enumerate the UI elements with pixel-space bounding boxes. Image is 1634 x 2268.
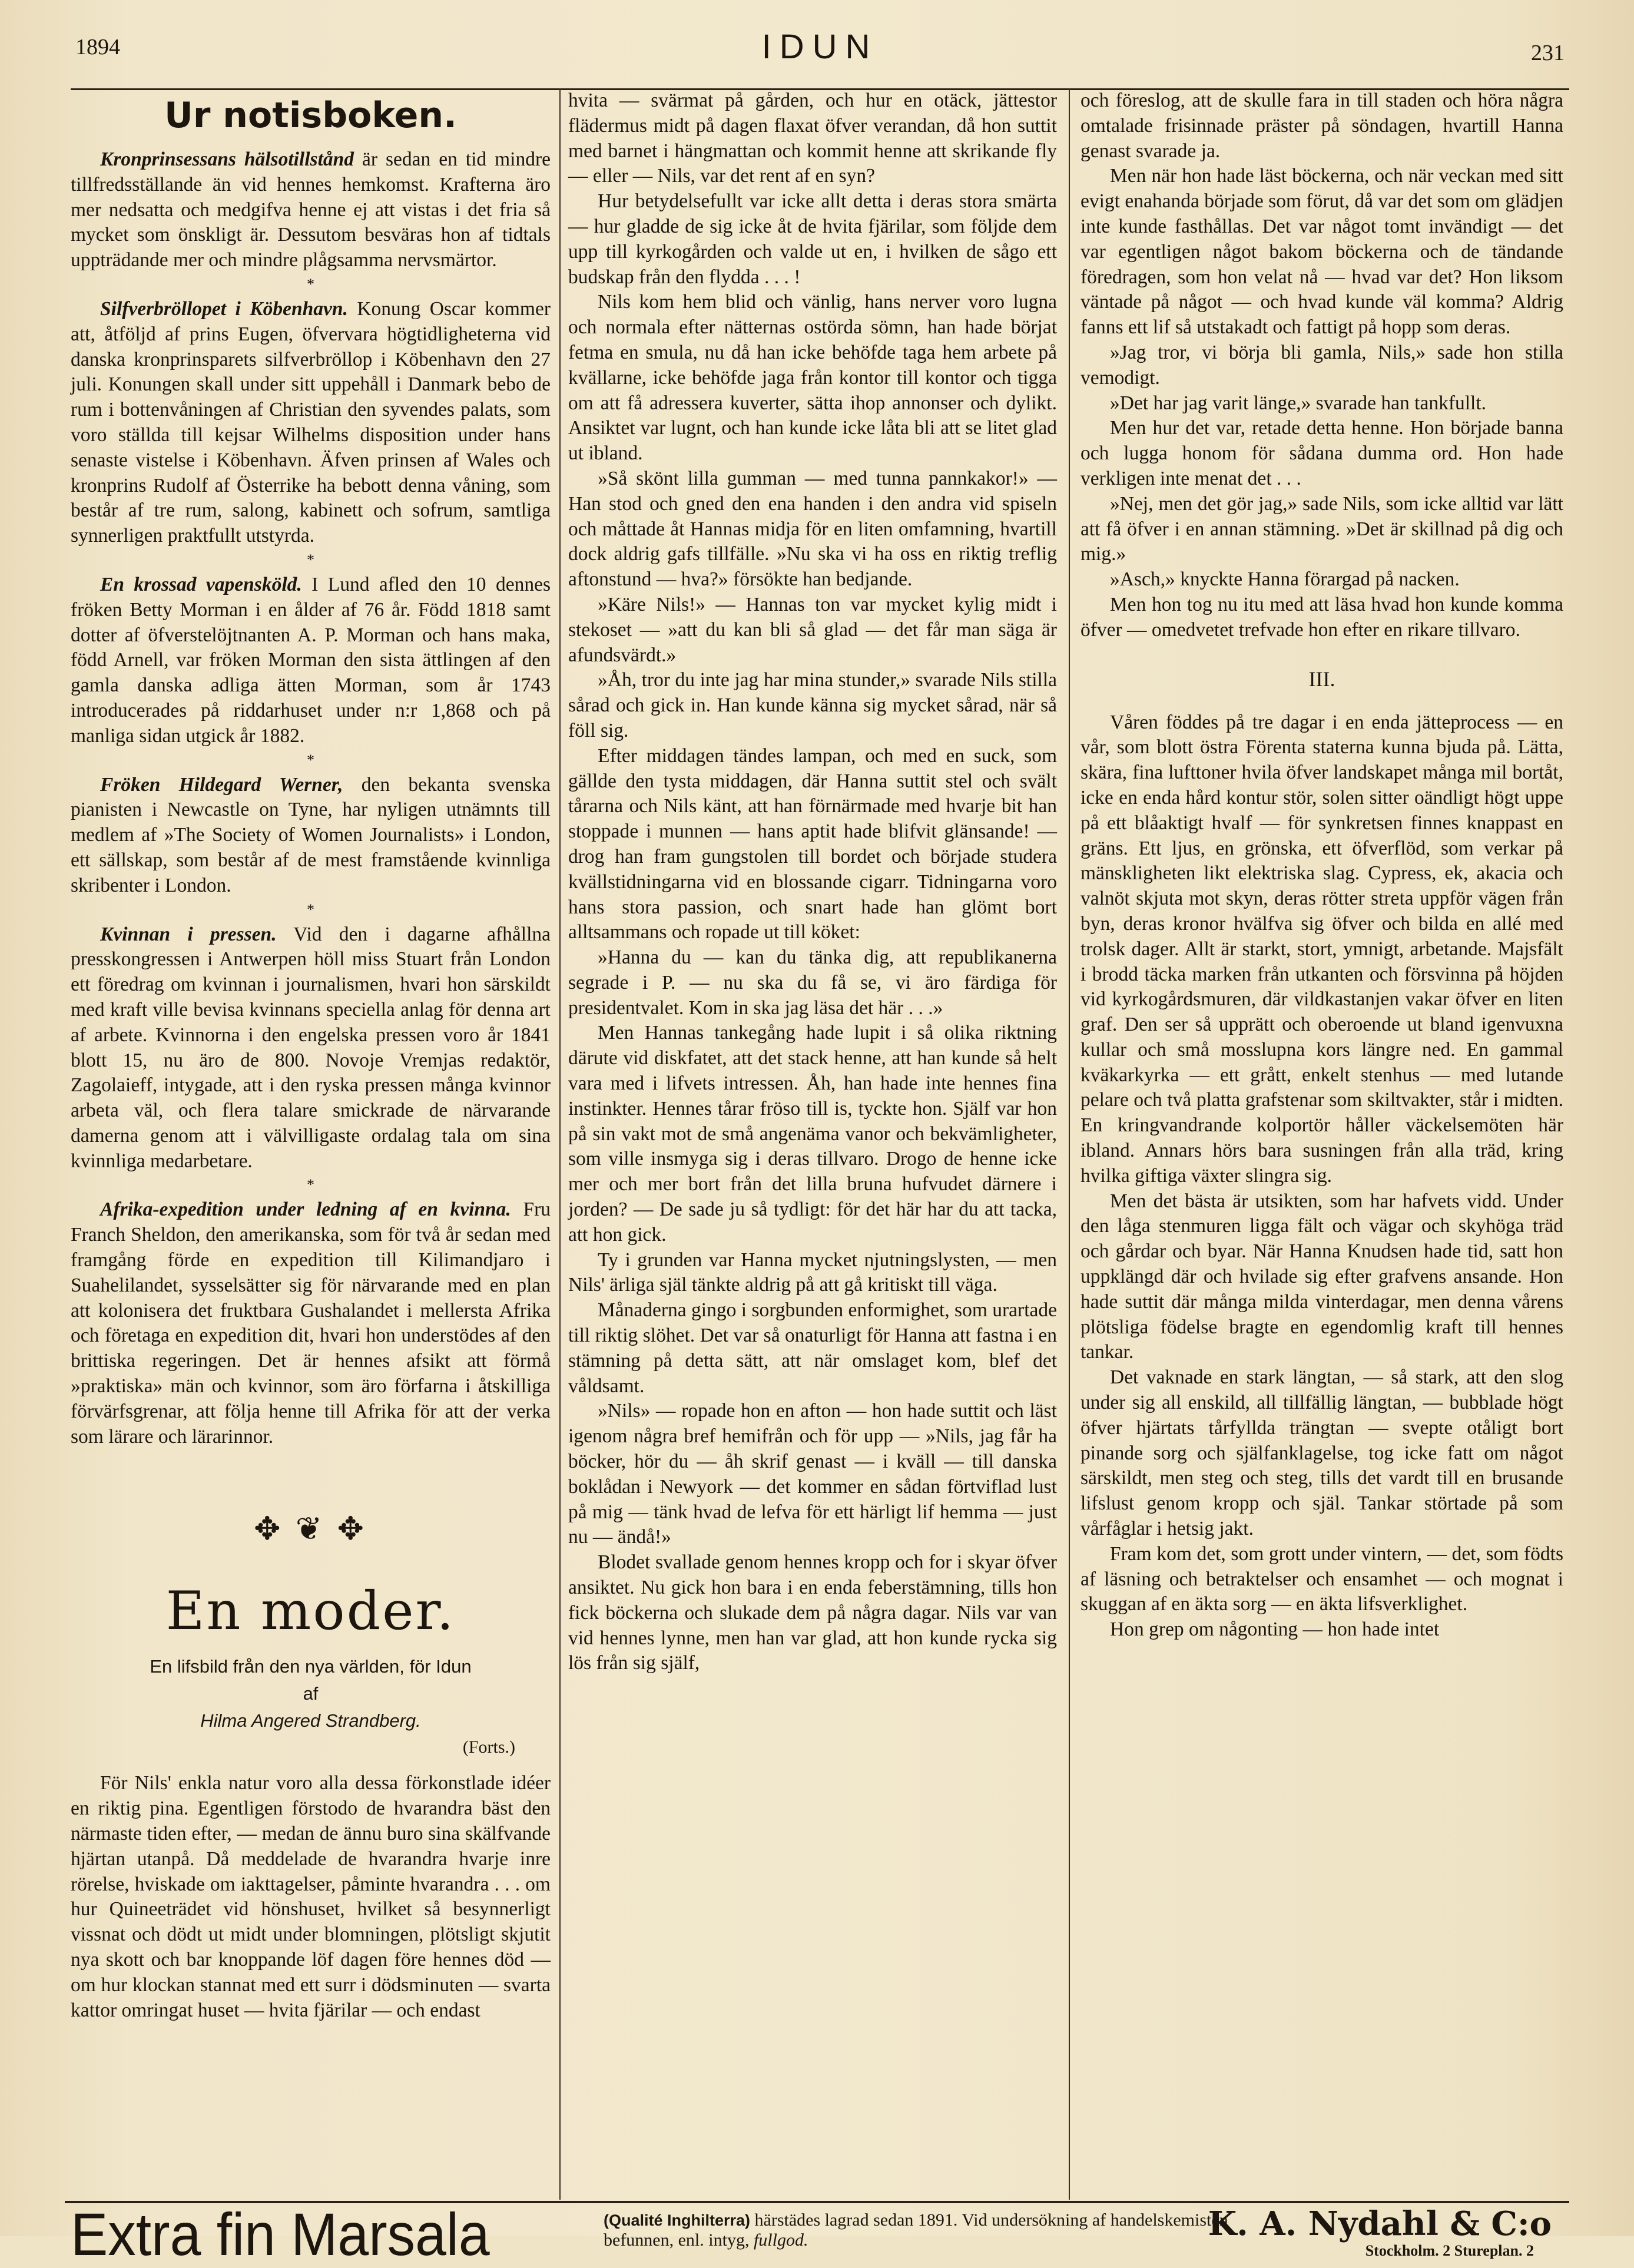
story-paragraph: Efter middagen tändes lampan, och med en suck, som gällde den tysta middagen, där Hanna suttit stel och svält tårarna och Nils känt, att han förnärmade med hvarje bit han stoppade i munnen — hans aptit hade blifvit glänsande! — drog han fram gungstolen till bordet och började studera kvällstidningarna vid en blossande cigarr. Tidningarna voro hans stora passion, och snart hade han glömt bort alltsammans och ropade ut till köket: (568, 744, 1057, 943)
story-af: af (303, 1683, 319, 1704)
story-paragraph: Hur betydelsefullt var icke allt detta i deras stora smärta — hur gladde de sig icke åt de hvita fjärilar, som följde dem upp till kyrkogården och valde ut en, i hvilken de sågo ett budskap från den flydda . . . ! (568, 190, 1057, 288)
story-title: En moder. (165, 1580, 456, 1643)
news-item (71, 773, 551, 899)
news-keyword: Kvinnan i pressen. (100, 923, 277, 945)
ad-firm-name: K. A. Nydahl & C:o (1208, 2204, 1552, 2243)
story-author: Hilma Angered Strandberg. (200, 1710, 421, 1731)
story-paragraph: Nils kom hem blid och vänlig, hans nerver voro lugna och normala efter nätternas ostörda sömn, han hade börjat fetma en smula, nu då han icke behöfde taga hem arbete på kvällarne, icke behöfde jaga från kontor till kontor och tigga om att få adressera kuverter, sätta ihop annonser och dylikt. Ansiktet var lugnt, och han kunde icke låta bli att se litet glad ut ibland. (568, 291, 1057, 465)
column-1 (71, 88, 551, 2023)
story-paragraph: hvita — svärmat på gården, och hur en otäck, jättestor flädermus midt på dagen flaxat öfver verandan, då hon suttit med barnet i hängmattan och kommit henne att skrikande fly — eller — Nils, var det rent af en syn? (568, 90, 1057, 187)
news-item (71, 297, 551, 549)
story-paragraph: »Nej, men det gör jag,» sade Nils, som icke alltid var lätt att få öfver i en annan stämning. »Det är skillnad på dig och mig.» (1081, 492, 1563, 565)
story-paragraph: Men hon tog nu itu med att läsa hvad hon kunde komma öfver — omedvetet trefvade hon efter en rikare tillvaro. (1081, 593, 1563, 641)
chapter-number: III. (1308, 667, 1335, 691)
ad-description (604, 2210, 1239, 2250)
story-paragraph: Men det bästa är utsikten, som har hafvets vidd. Under den låga stenmuren ligga fält och vägar och skyhöga träd och gårdar och byar. När Hanna Knudsen hade tid, satt hon uppklängd där och hvilade sig efter grafvens ansande. Hon hade suttit där många milda vinterdagar, men denna vårens plötsliga födelse bragte en egendomlig kraft till hennes tankar. (1081, 1190, 1563, 1363)
story-paragraph: »Jag tror, vi börja bli gamla, Nils,» sade hon stilla vemodigt. (1081, 341, 1563, 389)
news-text: I Lund afled den 10 dennes fröken Betty Morman i en ålder af 76 år. Född 1818 samt dotter af öfverstelöjtnanten A. P. Morman och hans maka, född Arnell, var fröken Morman den sista ättlingen af den gamla danska adliga ätten Morman, som år 1743 introducerades på riddarhuset under n:r 1,868 och på manliga sidan utgick år 1882. (71, 573, 551, 747)
news-keyword: Afrika-expedition under ledning af en kvinna. (100, 1198, 511, 1221)
story-paragraph: Våren föddes på tre dagar i en enda jätteprocess — en vår, som blott östra Förenta staterna kunna bjuda på. Lätta, skära, fina lufttoner hvila öfver landskapet många mil bortåt, icke en enda hård kontur stör, solen sitter oändligt högt uppe på ett blåaktigt hvalf — för synkretsen finnes knappast en gräns. Ett ljus, en grönska, ett öfverflöd, som verkar på mänskligheten likt elektriska slag. Cypress, ek, akacia och valnöt skjuta mot skyn, deras rötter streta uppför vägen från byn, deras kronor hvälfva sig öfver och bilda en allé med trolsk dager. Allt är starkt, stort, ymnigt, arbetande. Majsfält i brodd täcka marken från utkanten och försvinna på höjden vid kyrkogårdsmuren, där vildkastanjen vakar öfver en liten graf. Den ser så upprätt och oberoende ut bland igenvuxna kullar och små mosslupna kors längre ned. En gammal kväkarkyrka — ett grått, enkelt stenhus — med lutande pelare och två platta grafstenar som skiltvakter, står i midten. En kringvandrande kolportör håller väckelsemöten här ibland. Annars hörs bara susningen från alla träd, kring hvilka giftiga växter slingra sig. (1081, 711, 1563, 1187)
story-paragraph: »Käre Nils!» — Hannas ton var mycket kylig midt i stekoset — »att du kan bli så glad — det får man säga är afundsvärdt.» (568, 593, 1057, 666)
story-paragraph: »Asch,» knyckte Hanna förargad på nacken. (1110, 568, 1460, 591)
news-keyword: Kronprinsessans hälsotillstånd (100, 148, 354, 170)
news-text: Vid den i dagarne afhållna presskongressen i Antwerpen höll miss Stuart från London ett föredrag om kvinnan i journalismen, hvari hon särskildt med kraft ville bevisa kvinnans speciella anlag för denna art af arbete. Kvinnorna i den engelska pressen voro år 1841 blott 15, nu äro de 800. Novoje Vremjas redaktör, Zagolaieff, intygade, att i den ryska pressen många kvinnor arbeta väl, och flera talare smickrade de närvarande damerna genom att i välvilligaste ordalag tala om sina kvinnliga medarbetare. (71, 923, 551, 1172)
news-keyword: Fröken Hildegard Werner, (100, 773, 343, 796)
column-rule-1 (559, 88, 561, 2200)
story-paragraph: Ty i grunden var Hanna mycket njutningslysten, — men Nils' ärliga själ tänkte aldrig på att gå kritiskt till väga. (568, 1249, 1057, 1296)
advertisement (65, 2201, 1569, 2268)
magazine-title: IDUN (761, 28, 879, 66)
column-2 (568, 88, 1057, 1676)
page-number: 231 (1531, 41, 1565, 65)
story-paragraph: »Hanna du — kan du tänka dig, att republikanerna segrade i P. — nu ska du få se, vi äro färdiga för presidentvalet. Kom in ska jag läsa det här . . .» (568, 946, 1057, 1019)
story-paragraph: »Åh, tror du inte jag har mina stunder,» svarade Nils stilla sårad och gick in. Han kunde känna sig mycket sårad, när så föll sig. (568, 669, 1057, 741)
news-text: den bekanta svenska pianisten i Newcastle on Tyne, har nyligen utnämnts till medlem af »The Society of Women Journalists» i London, ett sällskap, som består af de mest framstående kvinnliga skribenter i London. (71, 773, 551, 896)
ornament-flourish: ✥ ❦ ✥ (254, 1511, 367, 1547)
header-year: 1894 (75, 35, 120, 59)
story-paragraph: Hon grep om någonting — hon hade intet (1110, 1618, 1440, 1641)
separator-star: * (307, 275, 314, 293)
separator-star: * (307, 751, 314, 769)
story-paragraph: Månaderna gingo i sorgbunden enformighet, som urartade till riktig slöhet. Det var så onaturligt för Hanna att fastna i en stämning på detta sätt, att när omslaget kom, blef det våldsamt. (568, 1299, 1057, 1397)
page-header (71, 24, 1569, 90)
news-item (71, 572, 551, 749)
story-paragraph: Men hur det var, retade detta henne. Hon började banna och lugga honom för sådana dumma ord. Hon hade verkligen inte menat det . . . (1081, 417, 1563, 489)
column-rule-2 (1069, 88, 1070, 2200)
story-paragraph: »Det har jag varit länge,» svarade han tankfullt. (1110, 392, 1487, 414)
news-item (71, 147, 551, 273)
story-paragraph: och föreslog, att de skulle fara in till staden och höra några omtalade frisinnade präster på söndagen, hvartill Hanna genast svarade ja. (1081, 90, 1563, 162)
news-text: är sedan en tid mindre tillfredsställande än vid hennes hemkomst. Krafterna äro mer nedsatta och medgifva henne ej att vistas i det fria så mycket som önskligt är. Dessutom besväras hon af tidtals uppträdande mer och mindre plågsamma nervsmärtor. (71, 148, 551, 272)
news-text: Konung Oscar kommer att, åtföljd af prins Eugen, öfvervara högtidligheterna vid danska kronprinsparets silfverbröllop i Köbenhavn den 27 juli. Konungen skall under sitt uppehåll i Danmark bebo de rum i bottenvåningen af Christian den syvendes palats, som voro ställda till kejsar Wilhelms disposition under hans senaste vistelse i Köbenhavn. Äfven prinsen af Wales och kronprins Rudolf af Österrike ha bebott denna våning, som består af tre rum, salong, kabinett och sofrum, samtliga synnerligen praktfullt utstyrda. (71, 297, 551, 547)
ad-qualite: (Qualité Inghilterra) (604, 2211, 751, 2229)
story-paragraph: »Nils» — ropade hon en afton — hon hade suttit och läst igenom några bref hemifrån och för upp — »Nils, jag får ha böcker, hör du — åh skrif genast — i kväll — till danska boklådan i Newyork — det kommer en sådan förtviflad lust på mig — tänk hvad de lefva för ett härligt lif hemma — just nu — ändå!» (568, 1400, 1057, 1548)
ad-text: härstädes lagrad sedan 1891. Vid undersökning af handelskemisten befunnen, enl. intyg, (604, 2210, 1228, 2250)
column-3 (1081, 88, 1563, 1643)
separator-star: * (307, 1176, 314, 1194)
ad-address: Stockholm. 2 Stureplan. 2 (1365, 2242, 1534, 2259)
news-text: Fru Franch Sheldon, den amerikanska, som för två år sedan med framgång förde en expedition till Kilimandjaro i Suahelilandet, sysselsätter sig för närvarande med en plan att kolonisera det fruktbara Gushalandet i mellersta Afrika och företaga en expedition dit, hvari hon understödes af den brittiska regeringen. Det är hennes afsikt att förmå »praktiska» män och kvinnor, som äro förfarna i åtskilliga förvärfsgrenar, att följa henne till Afrika för att der verka som lärare och lärarinnor. (71, 1198, 551, 1448)
news-item (71, 922, 551, 1174)
ad-headline: Extra fin Marsala (71, 2201, 490, 2268)
section-title: Ur notisboken. (164, 95, 457, 136)
story-paragraph: Fram kom det, som grott under vintern, — det, som födts af läsning och betraktelser och ensamhet — och mognat i skuggan af en äkta sorg — en äkta lifsverklighet. (1081, 1542, 1563, 1615)
story-paragraph: Men när hon hade läst böckerna, och när veckan med sitt evigt enahanda började som förut, då var det som om glädjen inte kunde fasthållas. Det var något tomt invändigt — det var egentligen något bakom böckerna och de tändande föredragen, som hon velat nå — hvad var det? Hon liksom väntade på något — och hvad kunde väl komma? Aldrig fanns ett lif så utstakadt och fattigt på hopp som deras. (1081, 165, 1563, 339)
story-paragraph: Det vaknade en stark längtan, — så stark, att den slog under sig all enskild, all tillfällig längtan, — bubblade högt öfver hjärtats tårfyllda trängtan — svepte otåligt bort pinande sorg och själfanklagelse, tog icke fatt om något särskildt, men steg och steg, tills det vardt till en brusande lifslust genom kropp och själ. Tankar störtade på som vårfåglar i hetsig jakt. (1081, 1366, 1563, 1540)
ad-fullgod: fullgod. (753, 2230, 808, 2250)
separator-star: * (307, 900, 314, 918)
story-paragraph: Men Hannas tankegång hade lupit i så olika riktning därute vid diskfatet, att det stack henne, att han kunde så helt vara med i lifvets intressen. Åh, han hade inte hennes fina instinkter. Hennes tårar fröso till is, tyckte hon. Själf var hon på sin vakt mot de små angenäma vanor och bekvämligheter, som ville insmyga sig i deras tillvaro. Drogo de henne icke mer och mer bort från det lilla bruna hufvudet därnere i jorden? — De sade ju så tydligt: för det här har du att tacka, att hon gick. (568, 1022, 1057, 1246)
story-paragraph: »Så skönt lilla gumman — med tunna pannkakor!» — Han stod och gned den ena handen i den andra vid spiseln och måttade åt Hannas midja för en liten omfamning, hvartill dock aldrig gafs tillfälle. »Nu ska vi ha oss en riktig treflig aftonstund — hva?» försökte han bedjande. (568, 467, 1057, 591)
separator-star: * (307, 551, 314, 568)
story-paragraph: Blodet svallade genom hennes kropp och for i skyar öfver ansiktet. Nu gick hon bara i en enda feberstämning, tills hon fick böckerna och slukade dem på några dagar. Nils var van vid hennes lynne, men han var glad, att hon kunde rycka sig lös från sig själf, (568, 1551, 1057, 1674)
story-subtitle: En lifsbild från den nya världen, för Idun (150, 1656, 472, 1677)
news-keyword: En krossad vapensköld. (100, 573, 302, 595)
news-item (71, 1197, 551, 1449)
story-continued: (Forts.) (462, 1737, 515, 1757)
news-keyword: Silfverbröllopet i Köbenhavn. (100, 297, 348, 320)
story-paragraph: För Nils' enkla natur voro alla dessa förkonstlade idéer en riktig pina. Egentligen förstodo de hvarandra bäst den närmaste tiden efter, — medan de ännu buro sina skälfvande hjärtan utanpå. Då meddelade de hvarandra hvarje inre rörelse, hviskade om iakttagelser, påminte hvarandra . . . om hur Quineeträdet vid hönshuset, hvilket så besynnerligt vissnat och dödt ut midt under blomningen, plötsligt skjutit nya skott och bar knoppande löf dagen före hennes död — om hur klockan stannat med ett surr i dödsminuten — svarta kattor omringat huset — hvita fjärilar — och endast (71, 1772, 551, 2021)
